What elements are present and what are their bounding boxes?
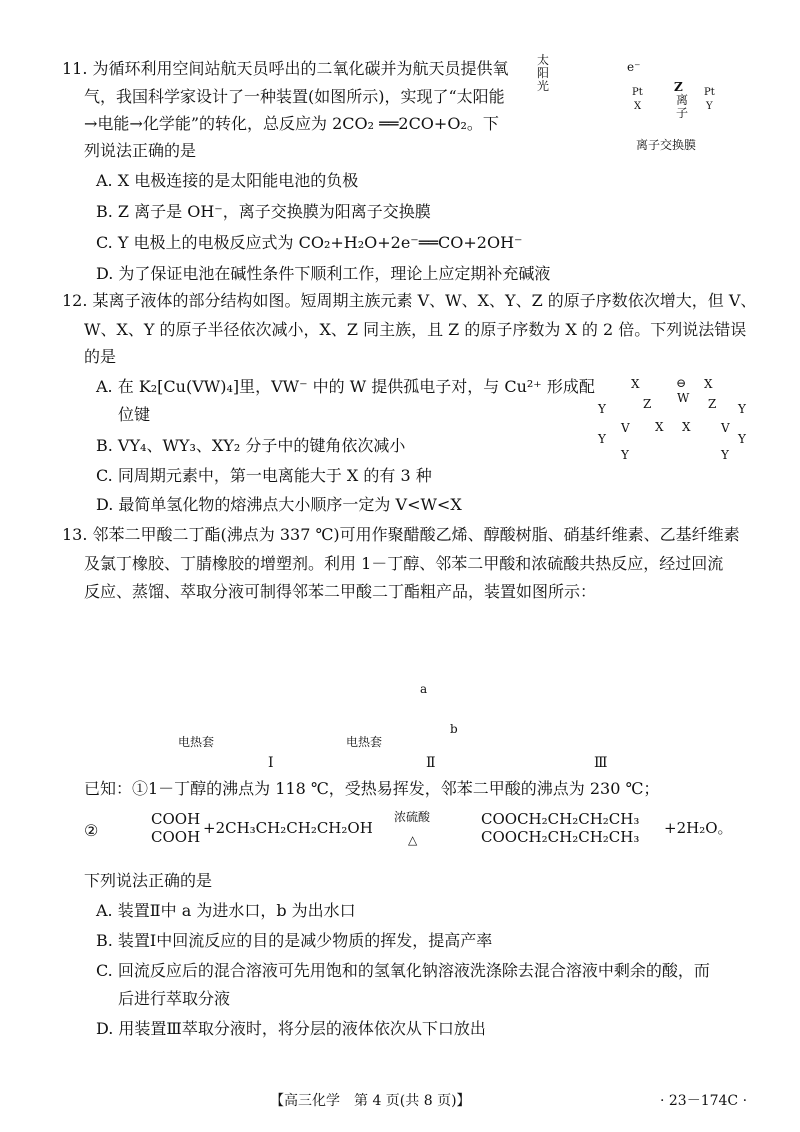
q11-option-b: B. Z 离子是 OH⁻，离子交换膜为阳离子交换膜 xyxy=(96,202,431,221)
apparatus-1-label: Ⅰ xyxy=(268,755,274,771)
q11-line-3: →电能→化学能”的转化，总反应为 2CO₂ ══2CO+O₂。下 xyxy=(84,114,499,133)
atom-y-2: Y xyxy=(738,402,746,416)
z-ion-label: 离子 xyxy=(676,93,689,120)
q13-line-3: 反应、蒸馏、萃取分液可制得邻苯二甲酸二丁酯粗产品，装置如图所示： xyxy=(84,582,597,601)
q11-option-d: D. 为了保证电池在碱性条件下顺利工作，理论上应定期补充碱液 xyxy=(96,264,551,283)
membrane-label: 离子交换膜 xyxy=(636,138,697,152)
q13-known-1: 已知：①1－丁醇的沸点为 118 ℃，受热易挥发，邻苯二甲酸的沸点为 230 ℃； xyxy=(84,779,660,798)
q11-option-a: A. X 电极连接的是太阳能电池的负极 xyxy=(96,171,359,190)
q12-option-a-cont: 位键 xyxy=(118,405,151,424)
catalyst-label: 浓硫酸 xyxy=(394,810,431,824)
atom-y-4: Y xyxy=(738,432,746,446)
apparatus-2-label: Ⅱ xyxy=(426,755,436,771)
q13-option-d: D. 用装置Ⅲ萃取分液时，将分层的液体依次从下口放出 xyxy=(96,1019,486,1038)
q13-question: 下列说法正确的是 xyxy=(84,871,213,890)
water-inlet-a: a xyxy=(420,682,428,696)
solar-panel xyxy=(574,68,609,128)
atom-v-2: V xyxy=(721,421,730,435)
page-footer: 【高三化学 第 4 页(共 8 页)】 xyxy=(270,1093,471,1109)
minus-charge: ⊖ xyxy=(676,376,687,390)
atom-z-2: Z xyxy=(708,397,717,411)
water-outlet-b: b xyxy=(450,722,458,736)
page-code: · 23－174C · xyxy=(660,1093,748,1109)
atom-y-5: Y xyxy=(621,448,629,462)
sunlight-label: 太阳光 xyxy=(537,53,550,93)
x-electrode-label: X xyxy=(634,101,642,112)
apparatus-3 xyxy=(552,634,644,758)
atom-w: W xyxy=(677,391,690,405)
electron-label: e⁻ xyxy=(627,60,641,74)
z-ion-symbol: Z xyxy=(674,80,683,94)
atom-x-2: X xyxy=(704,377,713,391)
atom-v-1: V xyxy=(621,421,630,435)
q13-line-2: 及氯丁橡胶、丁腈橡胶的增塑剂。利用 1－丁醇、邻苯二甲酸和浓硫酸共热反应，经过回流 xyxy=(84,554,724,573)
q12-option-c: C. 同周期元素中，第一电离能大于 X 的有 3 种 xyxy=(96,466,432,485)
q12-line-2: W、X、Y 的原子半径依次减小，X、Z 同主族，且 Z 的原子序数为 X 的 2 倍。下列说法错误 xyxy=(84,320,747,339)
atom-y-1: Y xyxy=(598,402,606,416)
q13-option-c-cont: 后进行萃取分液 xyxy=(118,989,231,1008)
q12-line-3: 的是 xyxy=(84,347,117,366)
cooh-1: COOH xyxy=(151,810,201,828)
y-electrode-pt: Pt xyxy=(704,87,715,98)
q11-line-4: 列说法正确的是 xyxy=(84,141,197,160)
apparatus-1 xyxy=(176,611,302,750)
q11-line-2: 气，我国科学家设计了一种装置(如图所示)，实现了“太阳能 xyxy=(84,87,505,106)
q13-line-1: 13. 邻苯二甲酸二丁酯(沸点为 337 ℃)可用作聚醋酸乙烯、醇酸树脂、硝基纤维素、乙基纤维素 xyxy=(62,525,740,544)
q11-line-1: 11. 为循环利用空间站航天员呼出的二氧化碳并为航天员提供氧 xyxy=(62,59,509,78)
x-electrode-pt: Pt xyxy=(632,87,643,98)
q12-option-d: D. 最简单氢化物的熔沸点大小顺序一定为 V<W<X xyxy=(96,495,462,514)
heat-symbol: △ xyxy=(408,833,418,847)
y-electrode-label: Y xyxy=(706,101,713,112)
q12-option-a: A. 在 K₂[Cu(VW)₄]里，VW⁻ 中的 W 提供孤电子对，与 Cu²⁺ 形成配 xyxy=(96,377,595,396)
atom-z-1: Z xyxy=(643,397,652,411)
atom-y-6: Y xyxy=(721,448,729,462)
q12-option-b: B. VY₄、WY₃、XY₂ 分子中的键角依次减小 xyxy=(96,436,406,455)
heater-label-1: 电热套 xyxy=(178,735,215,749)
apparatus-3-label: Ⅲ xyxy=(594,755,608,771)
heater-label-2: 电热套 xyxy=(346,735,383,749)
reaction-number: ② xyxy=(84,821,99,840)
q13-option-b: B. 装置Ⅰ中回流反应的目的是减少物质的挥发，提高产率 xyxy=(96,931,493,950)
q13-option-c: C. 回流反应后的混合溶液可先用饱和的氢氧化钠溶液洗涤除去混合溶液中剩余的酸，而 xyxy=(96,961,710,980)
atom-y-3: Y xyxy=(598,432,606,446)
atom-x-1: X xyxy=(631,377,640,391)
ester-1: COOCH₂CH₂CH₂CH₃ xyxy=(481,810,640,828)
butanol-reagent: +2CH₃CH₂CH₂CH₂OH xyxy=(203,819,373,837)
q13-option-a: A. 装置Ⅱ中 a 为进水口，b 为出水口 xyxy=(96,901,356,920)
ester-2: COOCH₂CH₂CH₂CH₃ xyxy=(481,828,640,846)
atom-x-3: X xyxy=(655,420,664,434)
q12-line-1: 12. 某离子液体的部分结构如图。短周期主族元素 V、W、X、Y、Z 的原子序数依次增大，但 V、 xyxy=(62,291,757,310)
atom-x-4: X xyxy=(682,420,691,434)
q11-option-c: C. Y 电极上的电极反应式为 CO₂+H₂O+2e⁻══CO+2OH⁻ xyxy=(96,233,523,252)
water-product: +2H₂O。 xyxy=(664,819,733,837)
cooh-2: COOH xyxy=(151,828,201,846)
